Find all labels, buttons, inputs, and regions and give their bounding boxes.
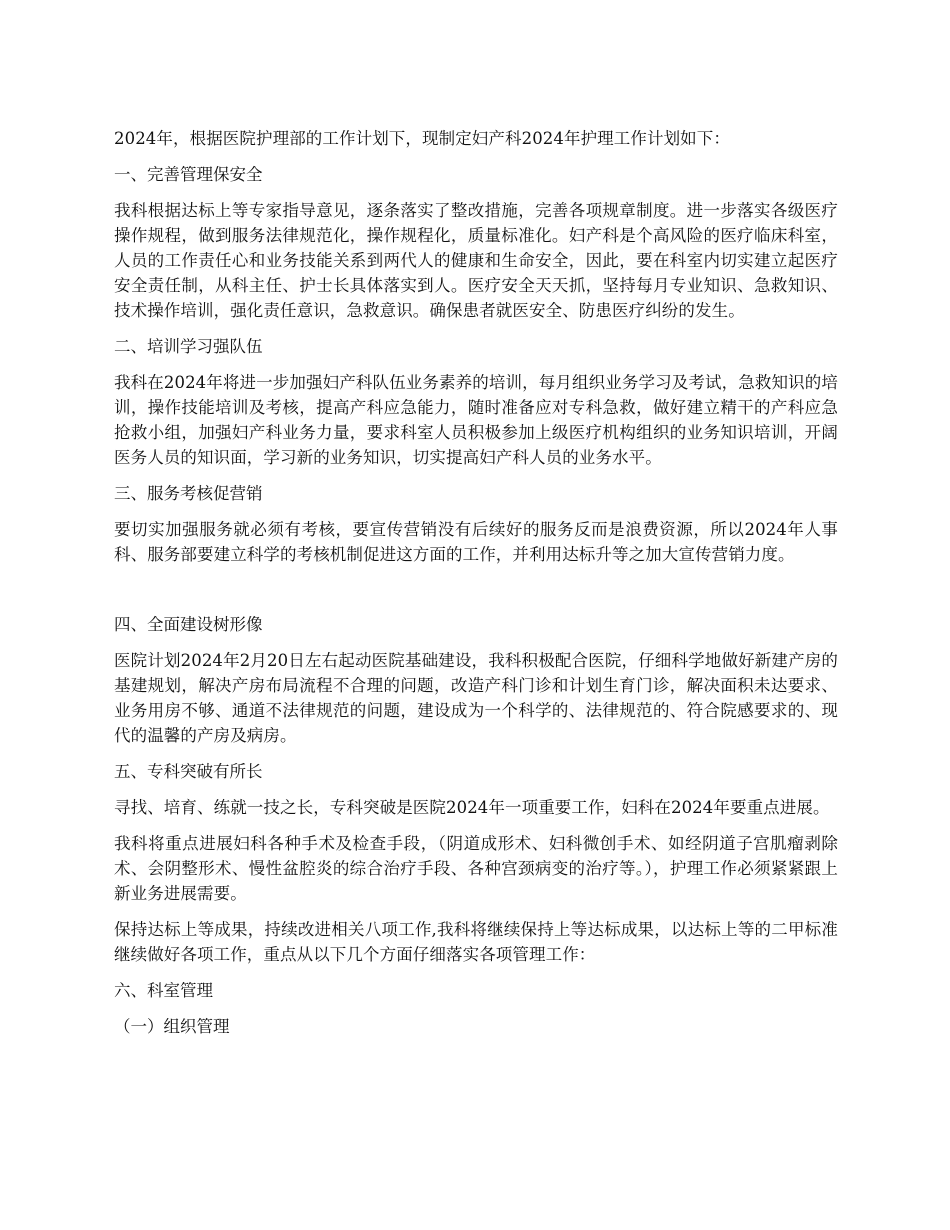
document-page <box>114 126 838 1050</box>
section-heading-4: 四、全面建设树形像 <box>114 615 263 634</box>
section-heading-2: 二、培训学习强队伍 <box>114 337 263 356</box>
section-3-paragraph: 要切实加强服务就必须有考核，要宣传营销没有后续好的服务反而是浪费资源，所以2024年人事科、服务部要建立科学的考核机制促进这方面的工作，并利用达标升等之加大宣传营销力度。 <box>114 520 838 564</box>
intro-paragraph: 2024年，根据医院护理部的工作计划下，现制定妇产科2024年护理工作计划如下： <box>114 129 730 148</box>
section-heading-5: 五、专科突破有所长 <box>114 762 263 781</box>
subheading-organization: （一）组织管理 <box>114 1017 230 1036</box>
section-heading-1: 一、完善管理保安全 <box>114 165 263 184</box>
section-heading-6: 六、科室管理 <box>114 981 213 1000</box>
blank-gap <box>114 578 838 612</box>
section-5-paragraph-1: 寻找、培育、练就一技之长，专科突破是医院2024年一项重要工作，妇科在2024年要重点进展。 <box>114 798 830 817</box>
section-4-paragraph: 医院计划2024年2月20日左右起动医院基础建设，我科积极配合医院，仔细科学地做好新建产房的基建规划，解决产房布局流程不合理的问题，改造产科门诊和计划生育门诊，解决面积未达要求、业务用房不够、通道不法律规范的问题，建设成为一个科学的、法律规范的、符合院感要求的、现代的温馨的产房及病房。 <box>114 651 838 745</box>
section-heading-3: 三、服务考核促营销 <box>114 484 263 503</box>
section-2-paragraph: 我科在2024年将进一步加强妇产科队伍业务素养的培训，每月组织业务学习及考试，急救知识的培训，操作技能培训及考核，提高产科应急能力，随时准备应对专科急救，做好建立精干的产科应急抢救小组，加强妇产科业务力量，要求科室人员积极参加上级医疗机构组织的业务知识培训，开阔医务人员的知识面，学习新的业务知识，切实提高妇产科人员的业务水平。 <box>114 373 838 467</box>
section-1-paragraph: 我科根据达标上等专家指导意见，逐条落实了整改措施，完善各项规章制度。进一步落实各级医疗操作规程，做到服务法律规范化，操作规程化，质量标准化。妇产科是个高风险的医疗临床科室，人员的工作责任心和业务技能关系到两代人的健康和生命安全，因此，要在科室内切实建立起医疗安全责任制，从科主任、护士长具体落实到人。医疗安全天天抓，坚持每月专业知识、急救知识、技术操作培训，强化责任意识，急救意识。确保患者就医安全、防患医疗纠纷的发生。 <box>114 201 838 320</box>
section-5-paragraph-2: 我科将重点进展妇科各种手术及检查手段，（阴道成形术、妇科微创手术、如经阴道子宫肌瘤剥除术、会阴整形术、慢性盆腔炎的综合治疗手段、各种宫颈病变的治疗等。），护理工作必须紧紧跟上新业务进展需要。 <box>114 834 838 903</box>
section-5-paragraph-3: 保持达标上等成果，持续改进相关八项工作,我科将继续保持上等达标成果，以达标上等的二甲标准继续做好各项工作，重点从以下几个方面仔细落实各项管理工作： <box>114 920 838 964</box>
